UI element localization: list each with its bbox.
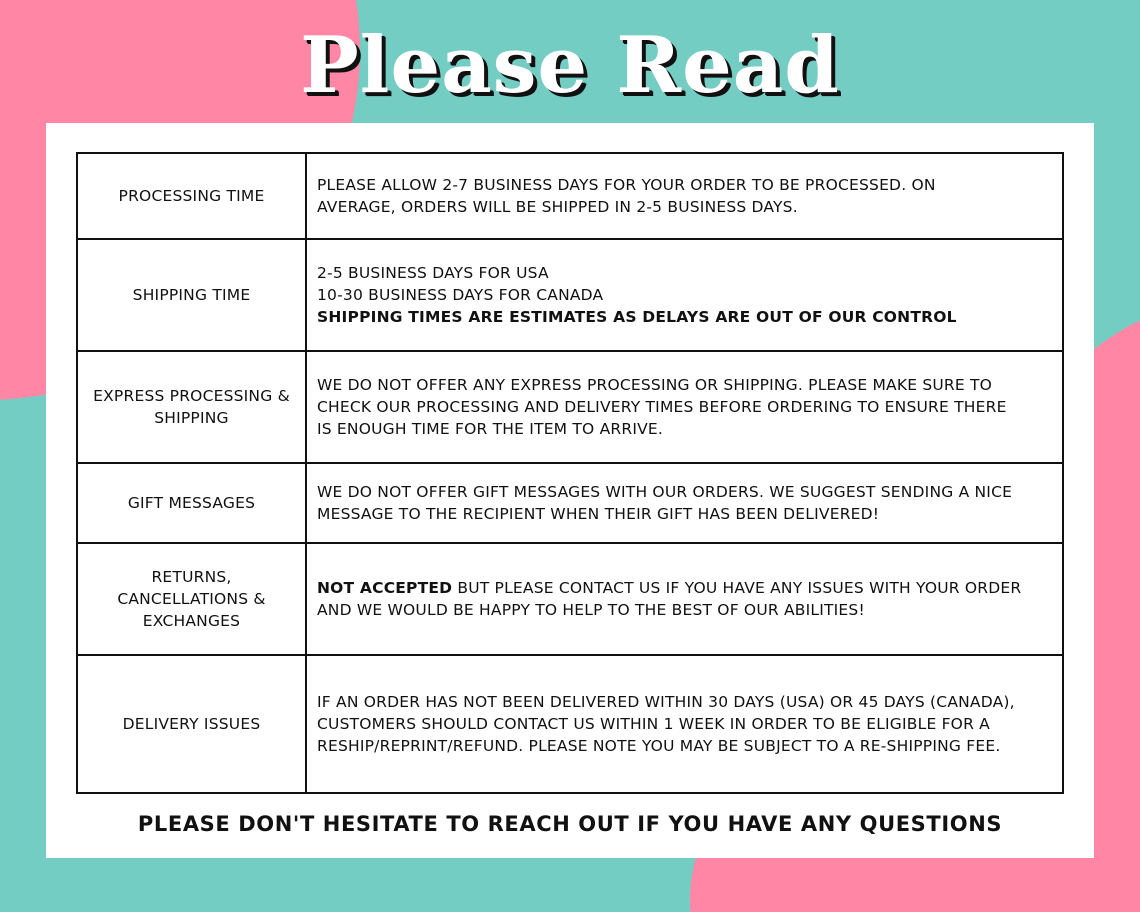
- row-detail: [306, 153, 1063, 239]
- detail-line: CHECK OUR PROCESSING AND DELIVERY TIMES BEFORE ORDERING TO ENSURE THERE: [317, 398, 1007, 416]
- detail-text: BUT PLEASE CONTACT US IF YOU HAVE ANY ISSUES WITH YOUR ORDER: [452, 579, 1022, 597]
- row-detail: [306, 239, 1063, 351]
- detail-line: IF AN ORDER HAS NOT BEEN DELIVERED WITHIN 30 DAYS (USA) OR 45 DAYS (CANADA),: [317, 693, 1015, 711]
- row-label: DELIVERY ISSUES: [77, 655, 306, 793]
- table-row-delivery-issues: [77, 655, 1063, 793]
- detail-line: PLEASE ALLOW 2-7 BUSINESS DAYS FOR YOUR ORDER TO BE PROCESSED. ON: [317, 176, 936, 194]
- detail-line: AND WE WOULD BE HAPPY TO HELP TO THE BEST OF OUR ABILITIES!: [317, 601, 865, 619]
- page-title: Please Read: [300, 20, 840, 111]
- detail-line-bold: SHIPPING TIMES ARE ESTIMATES AS DELAYS ARE OUT OF OUR CONTROL: [317, 308, 957, 326]
- table-row-gift-messages: [77, 463, 1063, 543]
- not-accepted-emphasis: NOT ACCEPTED: [317, 579, 453, 597]
- row-label: PROCESSING TIME: [77, 153, 306, 239]
- detail-line: IS ENOUGH TIME FOR THE ITEM TO ARRIVE.: [317, 420, 664, 438]
- row-detail: [306, 351, 1063, 463]
- table-row-returns: [77, 543, 1063, 655]
- detail-line: RESHIP/REPRINT/REFUND. PLEASE NOTE YOU MAY BE SUBJECT TO A RE-SHIPPING FEE.: [317, 737, 1001, 755]
- row-label: EXPRESS PROCESSING & SHIPPING: [77, 351, 306, 463]
- row-detail: [306, 655, 1063, 793]
- detail-line: AVERAGE, ORDERS WILL BE SHIPPED IN 2-5 BUSINESS DAYS.: [317, 198, 798, 216]
- detail-line: WE DO NOT OFFER ANY EXPRESS PROCESSING OR SHIPPING. PLEASE MAKE SURE TO: [317, 376, 993, 394]
- table-row-shipping-time: [77, 239, 1063, 351]
- detail-line: CUSTOMERS SHOULD CONTACT US WITHIN 1 WEEK IN ORDER TO BE ELIGIBLE FOR A: [317, 715, 990, 733]
- policy-table: [76, 152, 1064, 794]
- table-row-processing-time: [77, 153, 1063, 239]
- row-label: SHIPPING TIME: [77, 239, 306, 351]
- row-detail: [306, 463, 1063, 543]
- table-row-express-processing: [77, 351, 1063, 463]
- row-label: GIFT MESSAGES: [77, 463, 306, 543]
- row-label: RETURNS, CANCELLATIONS & EXCHANGES: [77, 543, 306, 655]
- row-detail: [306, 543, 1063, 655]
- policy-card: [46, 123, 1094, 858]
- detail-line: 10-30 BUSINESS DAYS FOR CANADA: [317, 286, 604, 304]
- footer-note: PLEASE DON'T HESITATE TO REACH OUT IF YOU HAVE ANY QUESTIONS: [137, 812, 1003, 836]
- detail-line: 2-5 BUSINESS DAYS FOR USA: [317, 264, 549, 282]
- detail-line: MESSAGE TO THE RECIPIENT WHEN THEIR GIFT HAS BEEN DELIVERED!: [317, 505, 880, 523]
- detail-line: [317, 577, 1052, 599]
- detail-line: WE DO NOT OFFER GIFT MESSAGES WITH OUR ORDERS. WE SUGGEST SENDING A NICE: [317, 483, 1013, 501]
